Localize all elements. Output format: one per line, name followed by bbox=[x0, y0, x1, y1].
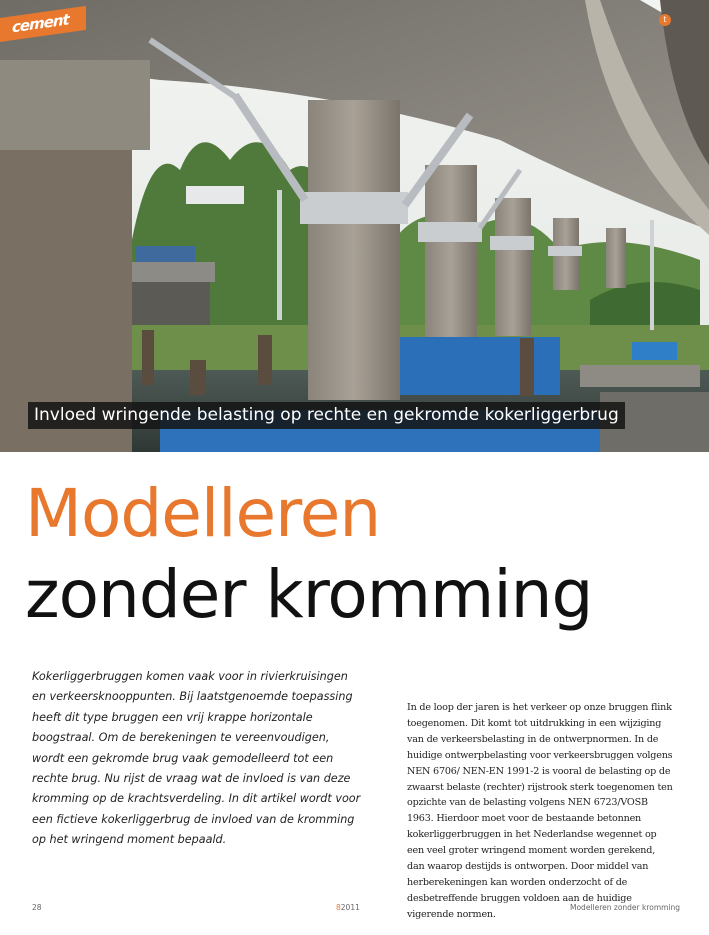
article-title-line1: Modelleren bbox=[25, 475, 381, 552]
issue-year: 2011 bbox=[340, 903, 360, 912]
running-title: Modelleren zonder kromming bbox=[570, 903, 681, 912]
article-body: In de loop der jaren is het verkeer op onze bruggen flink toegenomen. Dit komt tot uitdrukking in een wijziging van de verkeersbelasting in de ontwerpnormen. In de huidige ontwerpbelasting voor verkeersbruggen volgens NEN 6706/ NEN-EN 1991-2 is vooral de belasting op de zwaarst belaste (rechter) rijstrook sterk toegenomen ten opzichte van de belasting volgens NEN 6723/VOSB 1963. Hierdoor moet voor de bestaande betonnen kokerliggerbruggen in het Nederlandse wegennet op een veel groter wringend moment worden gerekend, dan waarop destijds is ontworpen. Door middel van herberekeningen kan worden onderzocht of de desbetreffende bruggen voldoen aan de huidige vigerende normen. bbox=[407, 702, 673, 920]
article-intro: Kokerliggerbruggen komen vaak voor in rivierkruisingen en verkeersknooppunten. Bij laatstgenoemde toepassing heeft dit type bruggen een vrij krappe horizontale boogstraal. Om de berekeningen te vereenvoudigen, wordt een gekromde brug vaak gemodelleerd tot een rechte brug. Nu rijst de vraag wat de invloed is van deze kromming op de krachtsverdeling. In dit artikel wordt voor een fictieve kokerliggerbrug de invloed van de kromming op het wringend moment bepaald. bbox=[32, 670, 361, 847]
article-subtitle: Invloed wringende belasting op rechte en gekromde kokerliggerbrug bbox=[34, 405, 619, 425]
article-subtitle-banner bbox=[28, 402, 625, 429]
bridge-photo bbox=[0, 0, 709, 452]
page-marker-icon: t bbox=[659, 14, 671, 26]
article-title-line2: zonder kromming bbox=[25, 556, 593, 633]
issue-label bbox=[336, 903, 360, 912]
issue-number: 8 bbox=[336, 903, 341, 912]
logo-text: cement bbox=[12, 10, 69, 37]
page-number: 28 bbox=[32, 903, 42, 912]
header-photo bbox=[0, 0, 709, 452]
